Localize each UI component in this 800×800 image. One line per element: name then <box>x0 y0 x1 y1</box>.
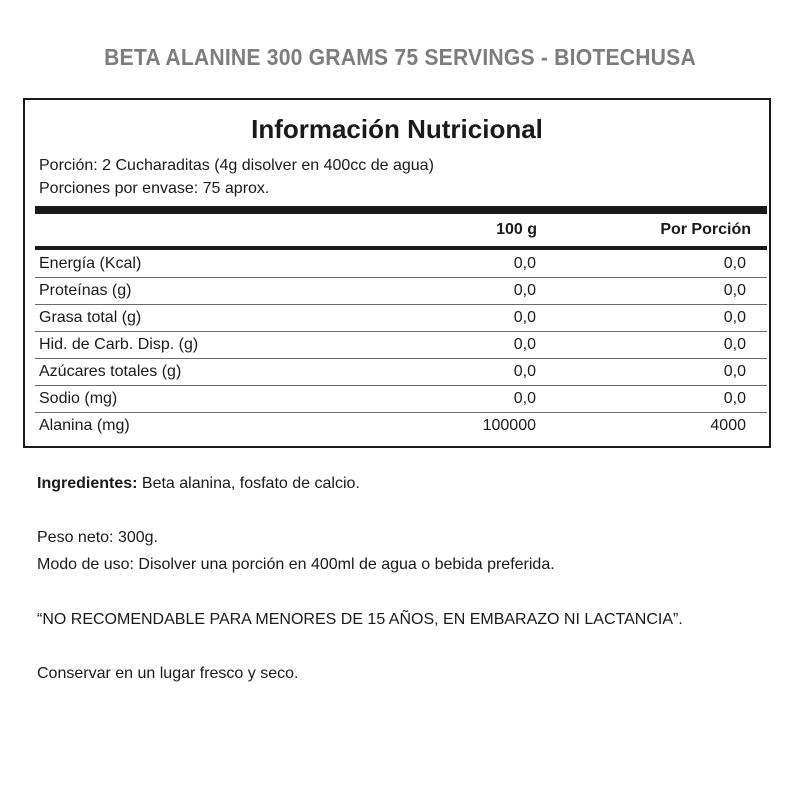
nutrition-facts-panel <box>23 98 771 448</box>
ingredients-line <box>37 475 360 493</box>
row-value-portion: 0,0 <box>723 363 746 380</box>
portion-text: Porción: 2 Cucharaditas (4g disolver en 400cc de agua) <box>39 157 434 174</box>
row-value-portion: 0,0 <box>723 390 746 407</box>
table-row <box>25 251 769 277</box>
table-row <box>25 413 769 439</box>
storage-text: Conservar en un lugar fresco y seco. <box>37 665 299 682</box>
servings-text: Porciones por envase: 75 aprox. <box>39 180 270 197</box>
ingredients-text: Beta alanina, fosfato de calcio. <box>137 475 360 492</box>
row-label: Proteínas (g) <box>39 282 132 299</box>
row-value-portion: 0,0 <box>723 255 746 272</box>
divider-medium <box>35 246 767 250</box>
row-value-100g: 0,0 <box>513 255 536 272</box>
row-value-100g: 100000 <box>482 417 536 434</box>
panel-title: Información Nutricional <box>251 114 543 144</box>
table-row <box>25 332 769 358</box>
ingredients-label: Ingredientes: <box>37 475 138 492</box>
row-label: Azúcares totales (g) <box>39 363 182 380</box>
row-value-100g: 0,0 <box>513 309 536 326</box>
table-row <box>25 278 769 304</box>
row-value-100g: 0,0 <box>513 336 536 353</box>
row-label: Sodio (mg) <box>39 390 118 407</box>
usage-text: Modo de uso: Disolver una porción en 400ml de agua o bebida preferida. <box>37 556 555 573</box>
table-row <box>25 359 769 385</box>
row-value-portion: 0,0 <box>723 282 746 299</box>
row-label: Alanina (mg) <box>39 417 130 434</box>
row-label: Energía (Kcal) <box>39 255 142 272</box>
table-row <box>25 305 769 331</box>
row-value-100g: 0,0 <box>513 363 536 380</box>
column-header-per-portion: Por Porción <box>660 221 751 238</box>
column-header-100g: 100 g <box>496 221 537 238</box>
table-row <box>25 386 769 412</box>
row-value-100g: 0,0 <box>513 390 536 407</box>
divider-thick <box>35 206 767 214</box>
row-value-portion: 0,0 <box>723 309 746 326</box>
row-value-portion: 0,0 <box>723 336 746 353</box>
row-value-100g: 0,0 <box>513 282 536 299</box>
net-weight-text: Peso neto: 300g. <box>37 529 158 546</box>
warning-text: “NO RECOMENDABLE PARA MENORES DE 15 AÑOS, EN EMBARAZO NI LACTANCIA”. <box>37 611 683 628</box>
row-label: Hid. de Carb. Disp. (g) <box>39 336 199 353</box>
page-title: BETA ALANINE 300 GRAMS 75 SERVINGS - BIOTECHUSA <box>104 44 696 70</box>
row-label: Grasa total (g) <box>39 309 142 326</box>
row-value-portion: 4000 <box>710 417 746 434</box>
